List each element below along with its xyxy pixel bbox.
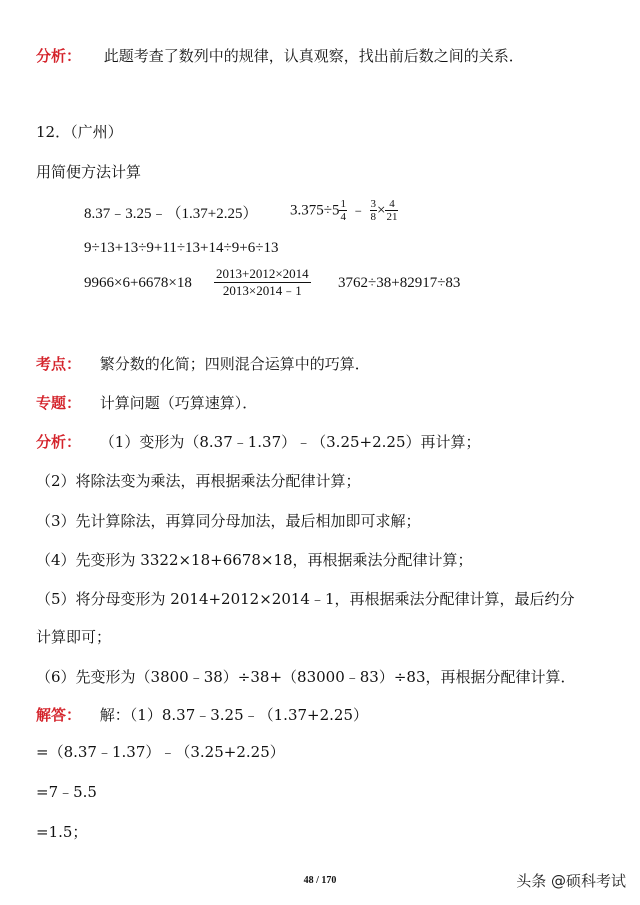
zhuanti-line [36,393,257,413]
analysis-label: 分析： [36,47,82,65]
fraction-c-num: 4 [385,198,398,211]
fraction-b-num: 3 [370,198,376,210]
jieda-text: 解：（1）8.37﹣3.25﹣（1.37+2.25） [99,706,369,724]
fraction-a-num: 1 [340,198,346,210]
fraction-a-den: 4 [340,211,346,223]
fraction-big [214,266,311,299]
expr-2-minus: ﹣ [350,202,366,219]
step-line: 计算即可； [36,628,112,646]
zhuanti-label: 专题： [36,394,82,412]
expr-4: 9966×6+6678×18 [84,275,192,291]
fraction-b-den: 8 [370,211,376,223]
fenxi-line [36,432,481,452]
step-line: （4）先变形为 3322×18+6678×18，再根据乘法分配律计算； [36,551,473,569]
jieda-line [36,705,368,725]
fraction-b [370,198,378,223]
problem-number: 12．（广州） [36,123,123,141]
expr-6: 3762÷38+82917÷83 [338,275,461,291]
step-line: （5）将分母变形为 2014+2012×2014﹣1，再根据乘法分配律计算，最后约分 [36,590,575,608]
analysis-line [36,46,524,66]
jieda-label: 解答： [36,706,82,724]
expr-3: 9÷13+13÷9+11÷13+14÷9+6÷13 [84,240,279,256]
kaodian-line [36,354,370,374]
expr-2-prefix: 3.375÷5 [290,202,340,219]
solution-line: =（8.37﹣1.37）﹣（3.25+2.25） [36,743,285,761]
watermark: 头条 @硕科考试 [516,872,626,890]
problem-title: 用简便方法计算 [36,163,142,181]
analysis-text: 此题考查了数列中的规律，认真观察，找出前后数之间的关系． [103,47,524,65]
expr-1: 8.37﹣3.25﹣（1.37+2.25） [84,206,258,222]
expr-2-times: × [377,202,386,219]
page-number: 48 / 170 [303,875,337,886]
step-line: （2）将除法变为乘法，再根据乘法分配律计算； [36,472,361,490]
solution-line: =1.5； [36,823,88,841]
fenxi-text: （1）变形为（8.37﹣1.37）﹣（3.25+2.25）再计算； [99,433,481,451]
kaodian-label: 考点： [36,355,82,373]
fraction-big-num: 2013+2012×2014 [216,266,309,281]
zhuanti-text: 计算问题（巧算速算）． [99,394,258,412]
step-line: （3）先计算除法，再算同分母加法，最后相加即可求解； [36,512,421,530]
step-line: （6）先变形为（3800﹣38）÷38+（83000﹣83）÷83，再根据分配律计算． [36,668,576,686]
fraction-c-den: 21 [386,211,398,223]
fraction-a [339,198,347,223]
fraction-big-den: 2013×2014﹣1 [222,283,302,298]
fenxi-label: 分析： [36,433,82,451]
kaodian-text: 繁分数的化简；四则混合运算中的巧算． [99,355,370,373]
solution-line: =7﹣5.5 [36,783,97,801]
fraction-c [385,198,398,223]
expr-2 [290,198,398,223]
